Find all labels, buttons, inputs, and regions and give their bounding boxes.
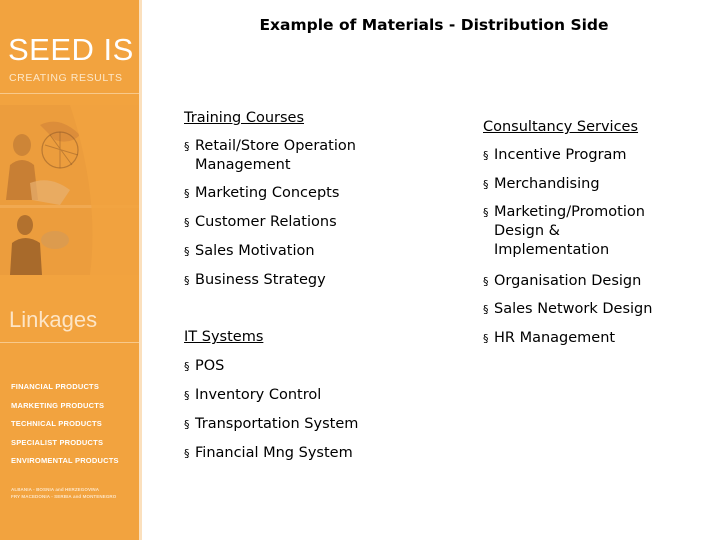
- bullet-icon: §: [483, 303, 489, 316]
- product-link-environmental[interactable]: ENVIROMENTAL PRODUCTS: [11, 456, 119, 465]
- bullet-icon: §: [184, 140, 190, 153]
- list-item: § Sales Network Design: [483, 301, 653, 317]
- product-link-marketing[interactable]: MARKETING PRODUCTS: [11, 400, 105, 410]
- list-item: § Organisation Design: [483, 273, 642, 289]
- bullet-icon: §: [184, 389, 190, 402]
- bullet-icon: §: [483, 149, 489, 162]
- business-people-photo: [0, 105, 139, 275]
- list-item: § Marketing Concepts: [184, 185, 340, 201]
- consultancy-services-section: [483, 118, 713, 358]
- bullet-icon: §: [184, 447, 190, 460]
- product-link-financial[interactable]: FINANCIAL PRODUCTS: [11, 382, 100, 391]
- sidebar-edge: [139, 0, 142, 540]
- it-systems-heading: IT Systems: [184, 329, 264, 345]
- logo-tagline: CREATING RESULTS: [9, 72, 123, 84]
- list-item: § Customer Relations: [184, 214, 337, 230]
- seed-is-logo: SEED IS: [8, 32, 134, 67]
- countries-line: ALBANIA - BOSNIA and HERZEGOVINA: [11, 487, 100, 492]
- product-link-specialist[interactable]: SPECIALIST PRODUCTS: [11, 437, 104, 447]
- sidebar: [0, 0, 139, 540]
- list-item: § POS: [184, 358, 225, 374]
- product-link-technical[interactable]: TECHNICAL PRODUCTS: [11, 419, 102, 428]
- list-item: § Business Strategy: [184, 272, 326, 288]
- bullet-icon: §: [184, 360, 190, 373]
- bullet-icon: §: [184, 418, 190, 431]
- list-item: § Inventory Control: [184, 387, 322, 403]
- bullet-icon: §: [184, 216, 190, 229]
- slide-title: Example of Materials - Distribution Side: [259, 16, 609, 34]
- list-item: § Merchandising: [483, 176, 600, 192]
- bullet-icon: §: [483, 275, 489, 288]
- bullet-icon: §: [483, 332, 489, 345]
- list-item: § Incentive Program: [483, 147, 627, 163]
- bullet-icon: §: [184, 245, 190, 258]
- training-courses-section: [184, 109, 414, 469]
- bullet-icon: §: [483, 206, 489, 219]
- training-courses-heading: Training Courses: [184, 110, 305, 126]
- divider: [0, 342, 139, 343]
- list-item: § Sales Motivation: [184, 243, 315, 259]
- bullet-icon: §: [483, 178, 489, 191]
- countries-text: [11, 486, 116, 500]
- consultancy-services-heading: Consultancy Services: [483, 119, 639, 135]
- bullet-icon: §: [184, 187, 190, 200]
- list-item: § Transportation System: [184, 416, 359, 432]
- product-list: [11, 381, 119, 474]
- bullet-icon: §: [184, 274, 190, 287]
- divider: [0, 93, 139, 94]
- linkages-heading: Linkages: [9, 307, 98, 332]
- list-item: § Retail/Store Operation Management: [184, 138, 356, 173]
- list-item: § Financial Mng System: [184, 445, 353, 461]
- list-item: § HR Management: [483, 330, 616, 346]
- countries-line: FRY MACEDONIA - SERBIA and MONTENEGRO: [11, 494, 117, 499]
- list-item: § Marketing/Promotion Design & Implementation: [483, 204, 645, 258]
